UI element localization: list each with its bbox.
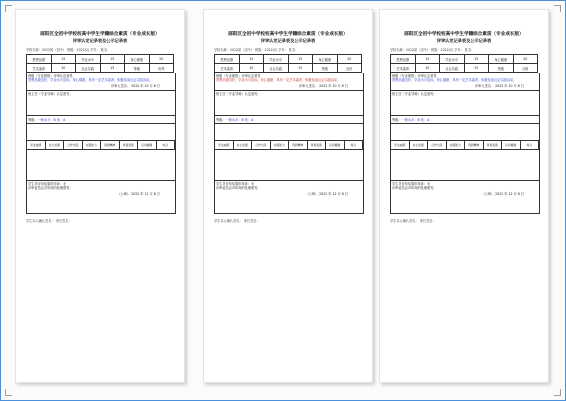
corner-mark <box>5 5 12 12</box>
score-grid <box>214 116 364 181</box>
appeal-text: 学生对评价结果的申诉：无 <box>216 181 255 186</box>
score-header: 运动健康 <box>138 141 157 149</box>
table-cell: 15 <box>100 64 125 73</box>
review-section <box>26 73 176 91</box>
appeal-response: 评审委员会对申诉的处理意见： <box>392 185 437 190</box>
table-cell: 社会实践 <box>76 64 101 73</box>
section-heading: 班主任（专业导师）认定意见： <box>216 91 261 96</box>
blank-cell <box>215 149 363 180</box>
table-cell: 思想品德 <box>391 55 416 64</box>
grade-label: 等级：一般水平：B 优：A <box>28 117 66 122</box>
table-cell: 等级 <box>489 64 514 73</box>
page-subtitle: 评审认定记录表及公示记录表 <box>72 38 128 43</box>
page-title: 郧阳区全初中学校校高中学生学籍综合素质（专业成长版） <box>404 32 524 37</box>
score-header: 审美表现 <box>120 141 139 149</box>
table-cell: 艺术素养 <box>27 64 52 73</box>
table-cell: 学业水平 <box>264 55 289 64</box>
score-header: 综合 <box>157 141 176 149</box>
page-title: 郧阳区全初中学校校高中学生学籍综合素质（专业成长版） <box>228 32 348 37</box>
teacher-section <box>390 91 540 116</box>
score-grid <box>390 116 540 181</box>
signature-line: 评审人签名： 2022 年 10 月 8 日 <box>299 84 348 89</box>
corner-mark <box>554 389 561 396</box>
score-header: 创新精神 <box>101 141 120 149</box>
score-header: 合作交流 <box>428 141 447 149</box>
appeal-text: 学生对评价结果的申诉：无 <box>28 181 67 186</box>
table-cell: 社会实践 <box>440 64 465 73</box>
table-cell: 20 <box>149 55 174 64</box>
score-header: 审美表现 <box>484 141 503 149</box>
review-text: 思想品德良好，学业水平达标，身心健康，具有一定艺术素养，积极参加社会实践活动。 <box>216 78 341 83</box>
score-label: 一般水平：B 优：A <box>37 117 66 122</box>
appeal-text: 学生对评价结果的申诉：无 <box>392 181 431 186</box>
table-cell: 15 <box>288 64 313 73</box>
score-header-row <box>215 140 363 149</box>
blank-cell <box>391 123 539 140</box>
section-heading: 班主任（专业导师）认定意见： <box>28 91 73 96</box>
footer-line: 学生本人确认签名： 家长签名： <box>214 218 260 223</box>
document-page-1[interactable] <box>15 9 185 383</box>
student-meta: 学校名称：2022届（初中） 班级：2022(2) 学号： 姓名： <box>214 48 299 52</box>
page-title: 郧阳区全初中学校校高中学生学籍综合素质（专业成长版） <box>40 32 160 37</box>
score-header: 审美表现 <box>308 141 327 149</box>
school-stamp: （公章） 2022 年 12 月 8 日 <box>481 192 524 197</box>
table-cell: 15 <box>239 55 264 64</box>
grade-label: 等级：一般水平：B 优：A <box>216 117 254 122</box>
section-heading: 班级（专业团组）评审认定意见 <box>28 74 73 78</box>
table-cell: 20 <box>337 55 362 64</box>
table-cell: 良好 <box>337 64 362 73</box>
score-header: 实践能力 <box>271 141 290 149</box>
table-cell: 10 <box>51 64 76 73</box>
score-header: 合作交流 <box>64 141 83 149</box>
score-header: 学业成绩 <box>215 141 234 149</box>
table-cell: 思想品德 <box>215 55 240 64</box>
score-header: 自主发展 <box>234 141 253 149</box>
signature-line: 评审人签名： 2022 年 10 月 8 日 <box>475 84 524 89</box>
score-header-row <box>391 140 539 149</box>
school-stamp: （公章） 2022 年 12 月 8 日 <box>305 192 348 197</box>
blank-cell <box>215 123 363 140</box>
blank-cell <box>391 149 539 180</box>
teacher-section <box>26 91 176 116</box>
table-cell: 艺术素养 <box>215 64 240 73</box>
score-label: 一般水平：B 优：A <box>225 117 254 122</box>
appeal-section <box>214 181 364 214</box>
table-cell: 等级 <box>125 64 150 73</box>
score-header: 实践能力 <box>447 141 466 149</box>
appeal-section <box>26 181 176 214</box>
table-cell: 15 <box>464 55 489 64</box>
score-header: 运动健康 <box>502 141 521 149</box>
table-cell: 10 <box>239 64 264 73</box>
appeal-section <box>390 181 540 214</box>
blank-cell <box>27 149 175 180</box>
page-subtitle: 评审认定记录表及公示记录表 <box>260 38 316 43</box>
score-header-row <box>27 140 175 149</box>
table-cell: 艺术素养 <box>391 64 416 73</box>
table-cell: 15 <box>464 64 489 73</box>
table-cell: 15 <box>100 55 125 64</box>
appeal-response: 评审委员会对申诉的处理意见： <box>28 185 73 190</box>
review-text: 思想品德良好，学业水平达标，身心健康，具有一定艺术素养，积极参加社会实践活动。 <box>392 78 517 83</box>
student-meta: 学校名称：2022届（初中） 班级：2022(2) 学号： 姓名： <box>390 48 475 52</box>
score-header: 自主发展 <box>46 141 65 149</box>
score-table <box>390 54 538 73</box>
score-header: 合作交流 <box>252 141 271 149</box>
table-cell: 身心健康 <box>125 55 150 64</box>
score-header: 学业成绩 <box>27 141 46 149</box>
table-cell: 学业水平 <box>440 55 465 64</box>
school-stamp: （公章） 2022 年 12 月 8 日 <box>117 192 160 197</box>
score-label: 一般水平：B 优：A <box>401 117 430 122</box>
table-cell: 15 <box>415 55 440 64</box>
document-page-2[interactable] <box>203 9 373 383</box>
score-header: 创新精神 <box>289 141 308 149</box>
score-header: 自主发展 <box>410 141 429 149</box>
appeal-response: 评审委员会对申诉的处理意见： <box>216 185 261 190</box>
section-heading: 班主任（专业导师）认定意见： <box>392 91 437 96</box>
score-header: 创新精神 <box>465 141 484 149</box>
table-cell: 优秀 <box>149 64 174 73</box>
score-table <box>26 54 174 73</box>
corner-mark <box>554 5 561 12</box>
section-heading: 班级（专业团组）评审认定意见 <box>392 74 437 78</box>
table-cell: 身心健康 <box>489 55 514 64</box>
score-header: 实践能力 <box>83 141 102 149</box>
score-header: 运动健康 <box>326 141 345 149</box>
signature-line: 评审人签名： 2022 年 10 月 8 日 <box>111 84 160 89</box>
score-header: 综合 <box>345 141 364 149</box>
score-grid <box>26 116 176 181</box>
review-text: 思想品德良好，学业水平达标，身心健康，具有一定艺术素养，积极参加社会实践活动。 <box>28 78 153 83</box>
score-table <box>214 54 362 73</box>
table-cell: 10 <box>415 64 440 73</box>
table-cell: 社会实践 <box>264 64 289 73</box>
table-cell: 15 <box>288 55 313 64</box>
table-cell: 20 <box>513 55 538 64</box>
table-cell: 合格 <box>513 64 538 73</box>
footer-line: 学生本人确认签名： 家长签名： <box>390 218 436 223</box>
blank-cell <box>27 123 175 140</box>
score-header: 综合 <box>521 141 540 149</box>
table-cell: 学业水平 <box>76 55 101 64</box>
grade-label: 等级：一般水平：B 优：A <box>392 117 430 122</box>
score-header: 学业成绩 <box>391 141 410 149</box>
teacher-section <box>214 91 364 116</box>
document-page-3[interactable] <box>379 9 549 383</box>
table-cell: 等级 <box>313 64 338 73</box>
corner-mark <box>5 389 12 396</box>
table-cell: 15 <box>51 55 76 64</box>
table-cell: 思想品德 <box>27 55 52 64</box>
table-cell: 身心健康 <box>313 55 338 64</box>
page-subtitle: 评审认定记录表及公示记录表 <box>436 38 492 43</box>
review-section <box>390 73 540 91</box>
footer-line: 学生本人确认签名： 家长签名： <box>26 218 72 223</box>
student-meta: 学校名称：2022届（初中） 班级：2022(2) 学号： 姓名： <box>26 48 111 52</box>
section-heading: 班级（专业团组）评审认定意见 <box>216 74 261 78</box>
review-section <box>214 73 364 91</box>
